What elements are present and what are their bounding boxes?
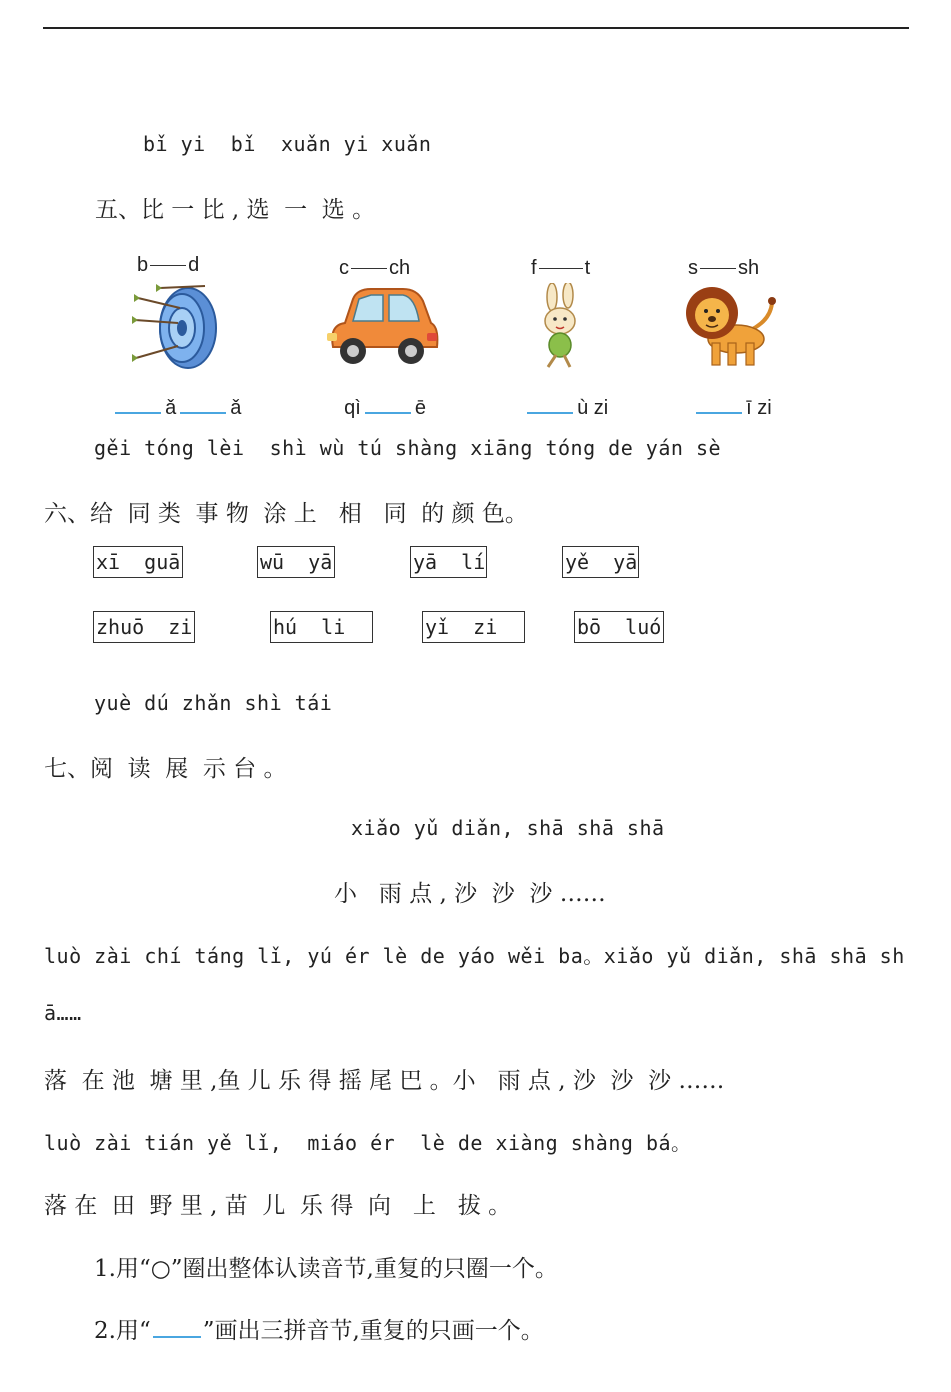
answer-blank[interactable] — [180, 411, 226, 414]
word-box[interactable]: yǐ zi — [422, 611, 525, 643]
lion-icon — [684, 283, 778, 369]
poem-title-pinyin: xiǎo yǔ diǎn, shā shā shā — [351, 816, 665, 840]
pair-c-ch: c ch — [339, 257, 411, 279]
pair-f-t: f t — [531, 257, 591, 279]
answer-blank[interactable] — [365, 411, 411, 414]
question-2: 2.用“ ”画出三拼音节,重复的只画一个。 — [94, 1318, 544, 1344]
answer-blank[interactable] — [527, 411, 573, 414]
answer-blank[interactable] — [696, 411, 742, 414]
word-box[interactable]: yā lí — [410, 546, 487, 578]
poem-line2-pinyin: luò zài tián yě lǐ, miáo ér lè de xiàng shàng bá。 — [44, 1131, 692, 1155]
pair-s-sh: s sh — [688, 257, 760, 279]
pair-b-d: b d — [137, 254, 200, 276]
header-rule — [43, 27, 909, 29]
poem-line1: 落 在 池 塘 里 ,鱼 儿 乐 得 摇 尾 巴 。小 雨 点 , 沙 沙 沙 …… — [44, 1068, 725, 1094]
rabbit-icon — [534, 283, 588, 369]
target-icon — [130, 278, 222, 370]
answer-blank[interactable] — [115, 411, 161, 414]
word-box[interactable]: yě yā — [562, 546, 639, 578]
answer-line-2: qì ē — [344, 397, 426, 419]
word-box[interactable]: wū yā — [257, 546, 335, 578]
sec6-pinyin: gěi tóng lèi shì wù tú shàng xiāng tóng de yán sè — [94, 436, 722, 460]
underline-sample — [153, 1335, 201, 1338]
word-box[interactable]: bō luó — [574, 611, 664, 643]
car-icon — [323, 285, 441, 369]
poem-line1-pinyin: luò zài chí táng lǐ, yú ér lè de yáo wěi ba。xiǎo yǔ diǎn, shā shā sh — [44, 944, 905, 968]
sec5-title: 五、比 一 比 , 选 一 选 。 — [95, 197, 376, 223]
answer-line-1: ǎ ǎ — [100, 374, 241, 420]
sec5-pinyin: bǐ yi bǐ xuǎn yi xuǎn — [143, 132, 432, 156]
answer-line-3: ù zi — [512, 374, 608, 420]
poem-title: 小 雨 点 , 沙 沙 沙 …… — [334, 881, 606, 907]
sec6-title: 六、给 同 类 事 物 涂 上 相 同 的 颜 色。 — [44, 501, 528, 527]
question-1: 1.用“○”圈出整体认读音节,重复的只圈一个。 — [94, 1256, 558, 1282]
sec7-title: 七、阅 读 展 示 台 。 — [44, 756, 287, 782]
word-box[interactable]: zhuō zi — [93, 611, 195, 643]
poem-line1-pinyin-cont: ā…… — [44, 1001, 82, 1025]
sec7-pinyin: yuè dú zhǎn shì tái — [94, 691, 333, 715]
word-box[interactable]: xī guā — [93, 546, 183, 578]
poem-line2: 落 在 田 野 里 , 苗 儿 乐 得 向 上 拔 。 — [44, 1193, 512, 1219]
answer-line-4: ī zi — [681, 374, 772, 420]
word-box[interactable]: hú li — [270, 611, 373, 643]
